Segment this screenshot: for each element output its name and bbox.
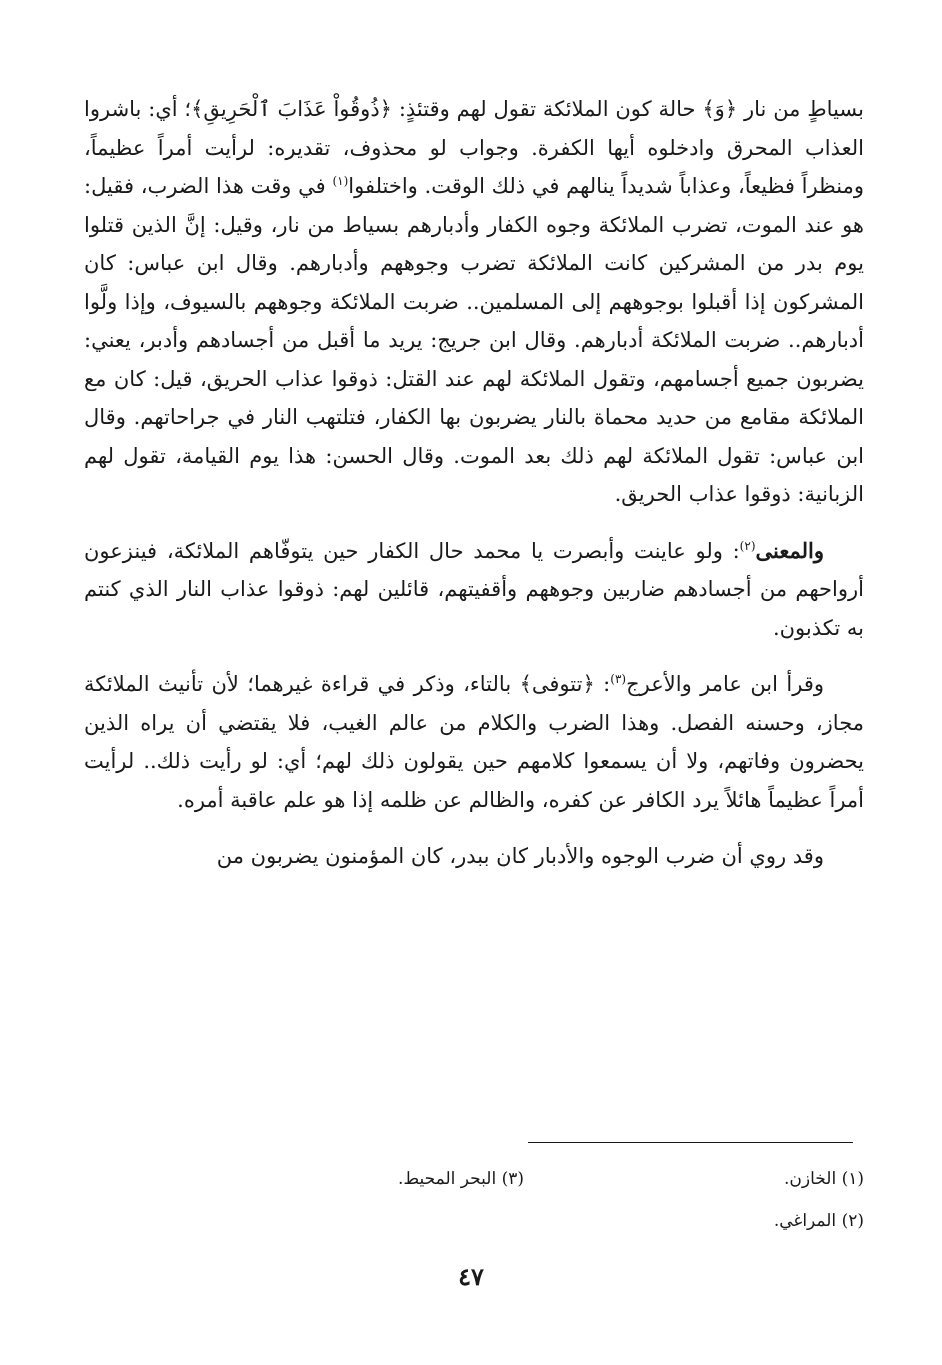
paragraph-2: [84, 532, 864, 648]
footnote-1-text: الخازن.: [784, 1169, 837, 1189]
footnote-3-number: (٣): [501, 1169, 524, 1189]
footnote-ref-3: (٣): [610, 672, 627, 686]
paragraph-3-text-b: : ﴿تتوفى﴾ بالتاء، وذكر في قراءة غيرهما؛ لأن تأنيث الملائكة مجاز، وحسنه الفصل. وهذا الضرب والكلام من عالم الغيب، فلا يقتضي أن يراه الذين يحضرون وفاتهم، ولا أن يسمعوا كلامهم حين يقولون ذلك لهم؛ أي: لو رأيت ذلك.. لرأيت أمراً عظيماً هائلاً يرد الكافر عن كفره، والظالم عن ظلمه إذا هو علم عاقبة أمره.: [84, 672, 864, 812]
paragraph-1: [84, 90, 864, 514]
footnote-2-text: المراغي.: [773, 1211, 837, 1231]
footnotes: [84, 1158, 864, 1242]
footnote-3-text: البحر المحيط.: [398, 1169, 497, 1189]
paragraph-1-text-a: بسياطٍ من نار ﴿وَ﴾ حالة كون الملائكة تقول لهم وقتئذٍ: ﴿ذُوقُواْ عَذَابَ ٱلْحَرِيقِ﴾؛ أي: باشروا العذاب المحرق وادخلوه أيها الكفرة. وجواب لو محذوف، تقديره: لرأيت أمراً عظيماً، ومنظراً فظيعاً، وعذاباً شديداً ينالهم في ذلك الوقت. واختلفوا: [84, 97, 865, 198]
page-number: ٤٧: [458, 1262, 484, 1291]
footnote-2-number: (٢): [841, 1211, 864, 1231]
footnote-2: [524, 1200, 864, 1242]
footnote-divider: [528, 1142, 853, 1143]
paragraph-1-text-b: في وقت هذا الضرب، فقيل: هو عند الموت، تضرب الملائكة وجوه الكفار وأدبارهم بسياط من نار، وقيل: إنَّ الذين قتلوا يوم بدر من المشركين كانت الملائكة تضرب وجوههم وأدبارهم. وقال ابن عباس: كان المشركون إذا أقبلوا بوجوههم إلى المسلمين.. ضربت الملائكة وجوههم بالسيوف، وإذا ولَّوا أدبارهم.. ضربت الملائكة أدبارهم. وقال ابن جريج: يريد ما أقبل من أجسادهم وأدبر، يعني: يضربون جميع أجسامهم، وتقول الملائكة لهم عند القتل: ذوقوا عذاب الحريق، قيل: كان مع الملائكة مقامع من حديد محماة بالنار يضربون بها الكفار، فتلتهب النار في جراحاتهم. وقال ابن عباس: تقول الملائكة لهم ذلك بعد الموت. وقال الحسن: هذا يوم القيامة، تقول لهم الزبانية: ذوقوا عذاب الحريق.: [84, 174, 864, 506]
paragraph-2-lead: والمعنى: [755, 537, 824, 563]
footnote-1-number: (١): [841, 1169, 864, 1189]
paragraph-4: [84, 837, 864, 876]
page-body: [84, 90, 864, 876]
footnote-1: [524, 1158, 864, 1200]
footnote-ref-1: (١): [332, 174, 349, 188]
footnote-row-2: [84, 1200, 864, 1242]
footnote-3: [184, 1158, 524, 1200]
footnote-row-1: [84, 1158, 864, 1200]
paragraph-4-text: وقد روي أن ضرب الوجوه والأدبار كان ببدر، كان المؤمنون يضربون من: [216, 844, 824, 868]
footnote-ref-2: (٢): [739, 538, 756, 553]
paragraph-3: [84, 665, 864, 819]
paragraph-2-text: : ولو عاينت وأبصرت يا محمد حال الكفار حين يتوفّاهم الملائكة، فينزعون أرواحهم من أجسادهم ضاربين وجوههم وأقفيتهم، قائلين لهم: ذوقوا عذاب النار الذي كنتم به تكذبون.: [84, 538, 864, 640]
paragraph-3-text-a: وقرأ ابن عامر والأعرج: [626, 672, 825, 696]
